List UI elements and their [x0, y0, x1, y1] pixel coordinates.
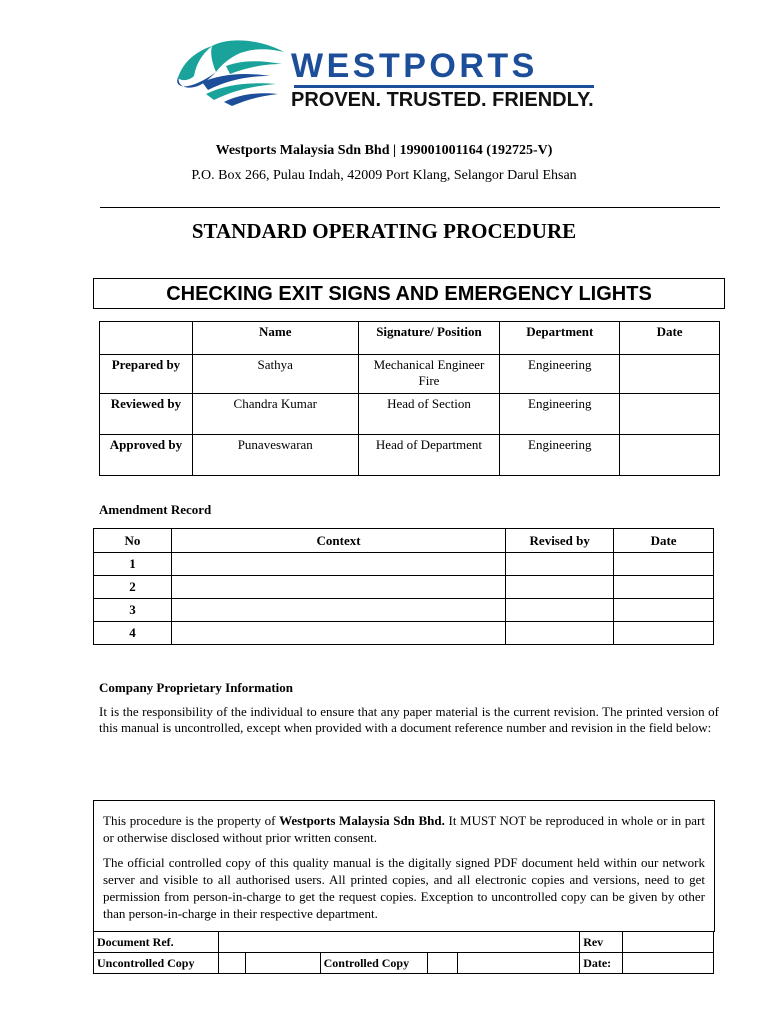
amendment-no: 4	[94, 622, 172, 645]
amendment-record-label: Amendment Record	[99, 502, 212, 517]
controlled-copy-label: Controlled Copy	[320, 953, 427, 974]
notice-paragraph-ownership	[103, 812, 705, 846]
document-title: CHECKING EXIT SIGNS AND EMERGENCY LIGHTS	[93, 278, 725, 309]
notice-prefix: This procedure is the property of	[103, 813, 280, 828]
rev-value	[623, 932, 714, 953]
approval-date	[620, 394, 720, 435]
amendment-date	[614, 599, 714, 622]
amendment-header-context: Context	[171, 529, 505, 553]
approval-date	[620, 355, 720, 394]
approval-date	[620, 435, 720, 476]
approval-header-row	[100, 322, 720, 355]
amendment-row	[94, 599, 714, 622]
amendment-row	[94, 553, 714, 576]
amendment-header-revised-by: Revised by	[506, 529, 614, 553]
property-notice-box	[93, 800, 715, 932]
company-registration: Westports Malaysia Sdn Bhd | 199001001164 (192725-V)	[215, 143, 553, 158]
amendment-context	[171, 553, 505, 576]
proprietary-info-text: It is the responsibility of the individual to ensure that any paper material is the current revision. The printed version of this manual is uncontrolled, except when provided with a document reference number and revision in the field below:	[99, 704, 719, 735]
uncontrolled-copy-label: Uncontrolled Copy	[94, 953, 219, 974]
proprietary-info-label: Company Proprietary Information	[99, 680, 294, 695]
amendment-context	[171, 576, 505, 599]
controlled-copy-blank	[458, 953, 580, 974]
approval-role: Approved by	[100, 435, 193, 476]
amendment-revised-by	[506, 576, 614, 599]
approval-name: Punaveswaran	[192, 435, 358, 476]
rev-label: Rev	[580, 932, 623, 953]
approval-header-date: Date	[620, 322, 720, 355]
amendment-revised-by	[506, 622, 614, 645]
approval-department: Engineering	[500, 355, 620, 394]
amendment-context	[171, 599, 505, 622]
approval-name: Sathya	[192, 355, 358, 394]
amendment-no: 2	[94, 576, 172, 599]
doc-ref-label: Document Ref.	[94, 932, 219, 953]
approval-role: Reviewed by	[100, 394, 193, 435]
doc-ref-value	[218, 932, 579, 953]
date-value	[623, 953, 714, 974]
amendment-row	[94, 576, 714, 599]
notice-suffix: It MUST NOT be reproduced in whole or in part or otherwise disclosed without prior written consent.	[103, 813, 705, 845]
amendment-header-row	[94, 529, 714, 553]
amendment-revised-by	[506, 553, 614, 576]
approval-name: Chandra Kumar	[192, 394, 358, 435]
approval-row-approved	[100, 435, 720, 476]
controlled-copy-checkbox	[427, 953, 458, 974]
approval-role: Prepared by	[100, 355, 193, 394]
amendment-header-no: No	[94, 529, 172, 553]
amendment-context	[171, 622, 505, 645]
approval-position: Head of Department	[358, 435, 500, 476]
approval-position: Head of Section	[358, 394, 500, 435]
header-divider	[100, 207, 720, 208]
approval-header-blank	[100, 322, 193, 355]
company-address: P.O. Box 266, Pulau Indah, 42009 Port Klang, Selangor Darul Ehsan	[191, 168, 577, 183]
amendment-revised-by	[506, 599, 614, 622]
amendment-table	[93, 528, 714, 645]
uncontrolled-copy-checkbox	[218, 953, 245, 974]
date-label: Date:	[580, 953, 623, 974]
notice-paragraph-controlled-copy: The official controlled copy of this quality manual is the digitally signed PDF document held within our network server and visible to all authorised users. All printed copies, and all electronic copies and versions, need to get permission from person-in-charge to get the request copies. Exception to uncontrolled copy can be given by other than person-in-charge in their respective department.	[103, 855, 705, 921]
amendment-date	[614, 553, 714, 576]
approval-header-signature: Signature/ Position	[358, 322, 500, 355]
dolphin-wave-logo-icon	[172, 38, 294, 106]
document-type: STANDARD OPERATING PROCEDURE	[191, 219, 577, 243]
approval-department: Engineering	[500, 394, 620, 435]
amendment-no: 1	[94, 553, 172, 576]
document-reference-table	[93, 931, 714, 974]
approval-header-name: Name	[192, 322, 358, 355]
approval-header-department: Department	[500, 322, 620, 355]
brand-name: WESTPORTS	[291, 47, 538, 85]
amendment-row	[94, 622, 714, 645]
brand-tagline: PROVEN. TRUSTED. FRIENDLY.	[291, 89, 594, 111]
uncontrolled-copy-blank	[245, 953, 320, 974]
notice-company: Westports Malaysia Sdn Bhd.	[279, 813, 445, 828]
amendment-header-date: Date	[614, 529, 714, 553]
approval-row-reviewed	[100, 394, 720, 435]
approval-position: Mechanical Engineer Fire	[358, 355, 500, 394]
amendment-date	[614, 576, 714, 599]
amendment-no: 3	[94, 599, 172, 622]
approval-row-prepared	[100, 355, 720, 394]
approval-table	[99, 321, 720, 476]
reference-row-copy-type	[94, 953, 714, 974]
amendment-date	[614, 622, 714, 645]
approval-department: Engineering	[500, 435, 620, 476]
reference-row-doc-ref	[94, 932, 714, 953]
